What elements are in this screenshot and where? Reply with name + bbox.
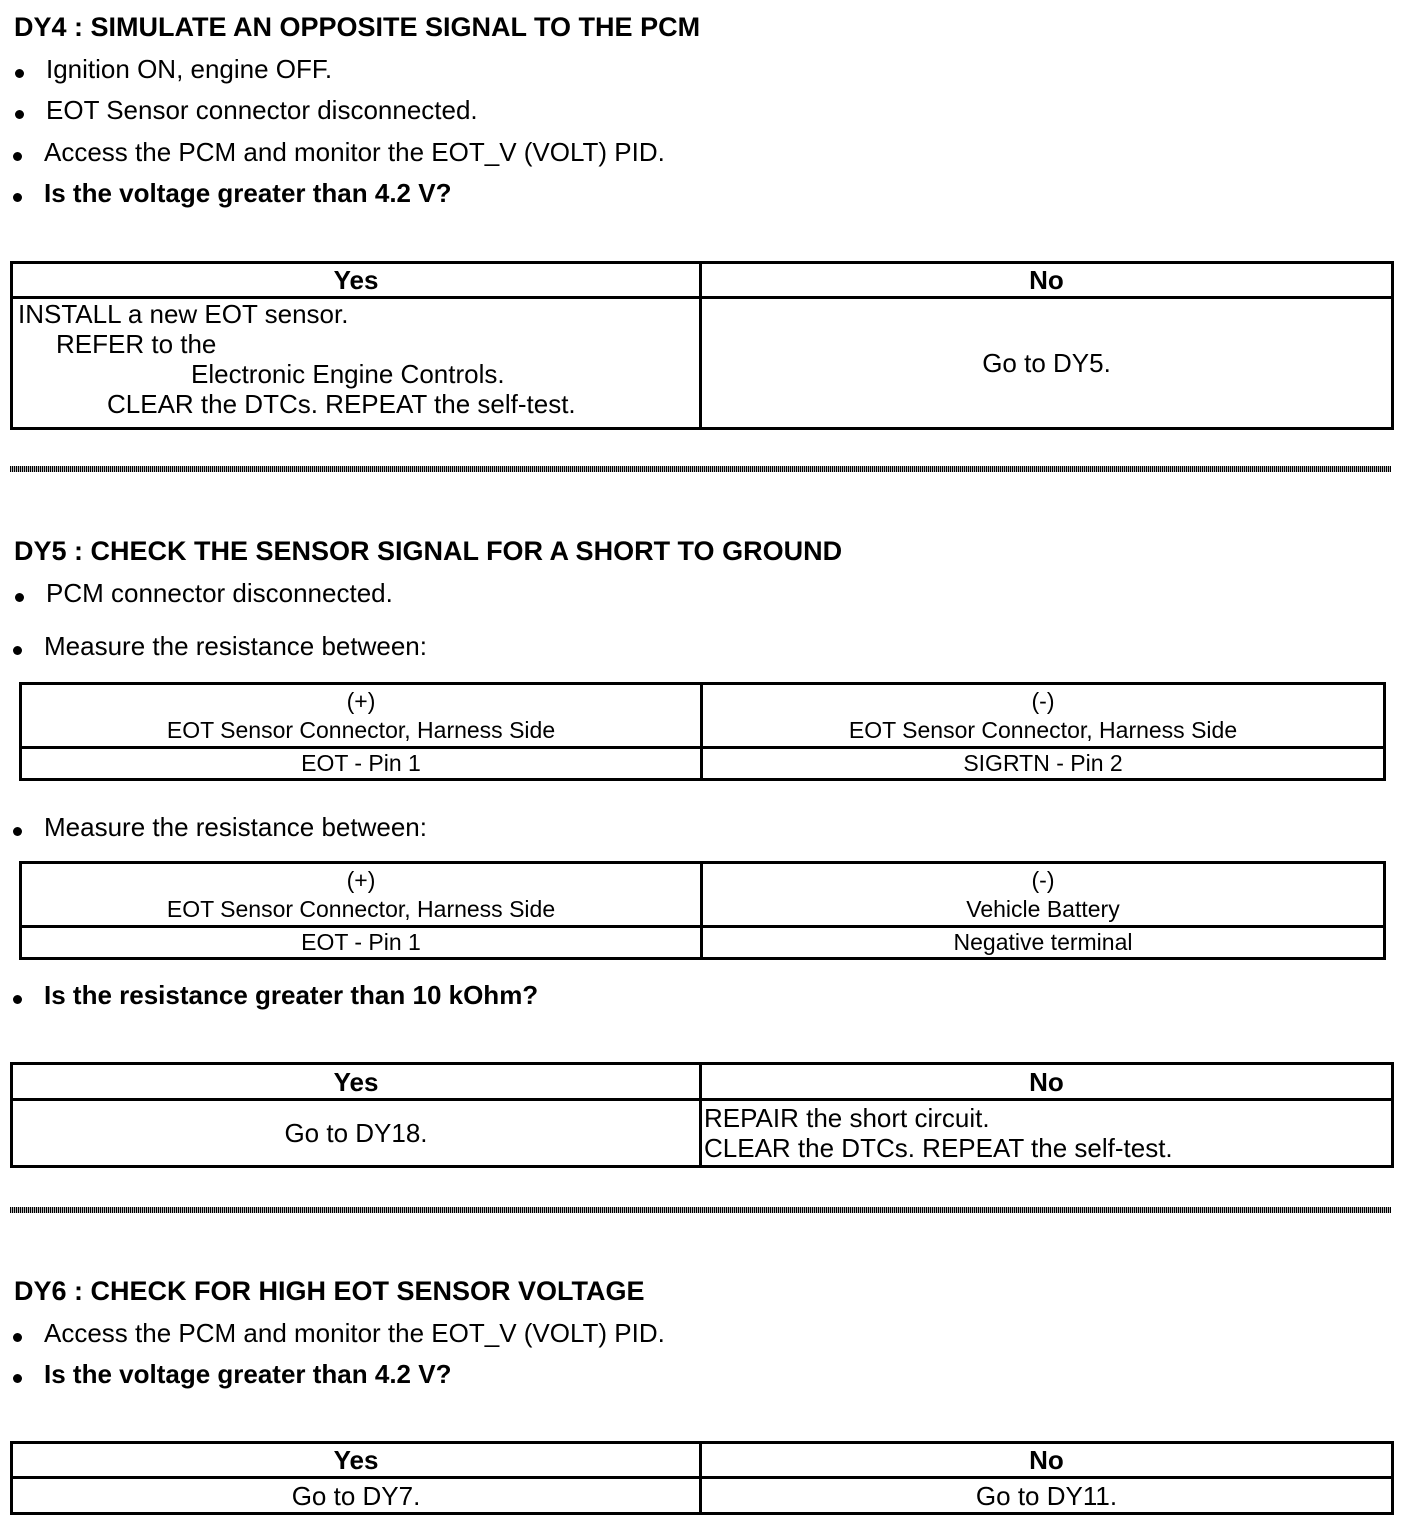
measure2-neg-label: Vehicle Battery (966, 895, 1120, 922)
dy5-no-line-1: REPAIR the short circuit. (704, 1103, 990, 1133)
dy6-yes-cell: Go to DY7. (12, 1478, 701, 1514)
dy5-yes-cell: Go to DY18. (12, 1100, 701, 1167)
bullet-dot-icon (13, 193, 22, 202)
dy6-question: Is the voltage greater than 4.2 V? (44, 1359, 452, 1389)
dy5-no-cell (701, 1100, 1393, 1167)
dy4-no-cell: Go to DY5. (701, 298, 1393, 429)
bullet-dot-icon (15, 69, 24, 78)
dy6-heading: DY6 : CHECK FOR HIGH EOT SENSOR VOLTAGE (14, 1276, 645, 1306)
dy4-yes-cell (12, 298, 701, 429)
dy4-no-header: No (701, 263, 1393, 298)
dy5-yes-header: Yes (12, 1064, 701, 1100)
measure1-neg-symbol: (-) (1031, 687, 1055, 714)
dy5-no-line-2: CLEAR the DTCs. REPEAT the self-test. (704, 1133, 1173, 1163)
bullet-dot-icon (15, 110, 24, 119)
dy6-yes-header: Yes (12, 1443, 701, 1478)
bullet-dot-icon (13, 1374, 22, 1383)
dy5-bullet-1: PCM connector disconnected. (46, 578, 393, 608)
measure2-pos-header (21, 863, 702, 927)
measure1-pos-header (21, 684, 702, 748)
dy4-question: Is the voltage greater than 4.2 V? (44, 178, 452, 208)
measure2-pos-label: EOT Sensor Connector, Harness Side (166, 895, 556, 922)
dy5-bullet-3: Measure the resistance between: (44, 812, 427, 842)
dy5-bullet-2: Measure the resistance between: (44, 631, 427, 661)
dy4-bullet-1: Ignition ON, engine OFF. (46, 54, 333, 84)
dy4-yes-line-1: INSTALL a new EOT sensor. (18, 299, 349, 329)
dy4-heading: DY4 : SIMULATE AN OPPOSITE SIGNAL TO THE PCM (14, 12, 701, 42)
bullet-dot-icon (13, 152, 22, 161)
dy4-yes-line-2: REFER to the (56, 329, 217, 359)
bullet-dot-icon (13, 827, 22, 836)
measure2-pos-value: EOT - Pin 1 (21, 927, 702, 959)
measure1-pos-label: EOT Sensor Connector, Harness Side (166, 716, 556, 743)
measure2-neg-header (702, 863, 1385, 927)
section-divider (10, 1207, 1391, 1213)
bullet-dot-icon (13, 995, 22, 1004)
dy5-question: Is the resistance greater than 10 kOhm? (44, 980, 539, 1010)
bullet-dot-icon (13, 646, 22, 655)
section-divider (10, 466, 1391, 472)
dy5-no-header: No (701, 1064, 1393, 1100)
dy5-measure-table-2 (19, 861, 1386, 960)
dy6-result-table (10, 1441, 1394, 1515)
dy4-yes-header: Yes (12, 263, 701, 298)
measure1-pos-symbol: (+) (346, 687, 376, 714)
dy6-bullet-1: Access the PCM and monitor the EOT_V (VOLT) PID. (44, 1318, 665, 1348)
dy5-measure-table-1 (19, 682, 1386, 781)
dy5-heading: DY5 : CHECK THE SENSOR SIGNAL FOR A SHORT TO GROUND (14, 536, 843, 566)
dy4-yes-line-4: CLEAR the DTCs. REPEAT the self-test. (107, 389, 576, 419)
dy4-result-table (10, 261, 1394, 430)
bullet-dot-icon (13, 1333, 22, 1342)
dy4-bullet-3: Access the PCM and monitor the EOT_V (VOLT) PID. (44, 137, 665, 167)
measure2-pos-symbol: (+) (346, 866, 376, 893)
measure1-neg-value: SIGRTN - Pin 2 (702, 748, 1385, 780)
dy4-yes-line-3: Electronic Engine Controls. (191, 359, 505, 389)
dy6-no-header: No (701, 1443, 1393, 1478)
bullet-dot-icon (15, 593, 24, 602)
measure1-neg-label: EOT Sensor Connector, Harness Side (848, 716, 1238, 743)
measure1-neg-header (702, 684, 1385, 748)
dy6-no-cell: Go to DY11. (701, 1478, 1393, 1514)
dy5-result-table (10, 1062, 1394, 1168)
dy4-bullet-2: EOT Sensor connector disconnected. (46, 95, 478, 125)
measure2-neg-symbol: (-) (1031, 866, 1055, 893)
measure2-neg-value: Negative terminal (702, 927, 1385, 959)
measure1-pos-value: EOT - Pin 1 (21, 748, 702, 780)
